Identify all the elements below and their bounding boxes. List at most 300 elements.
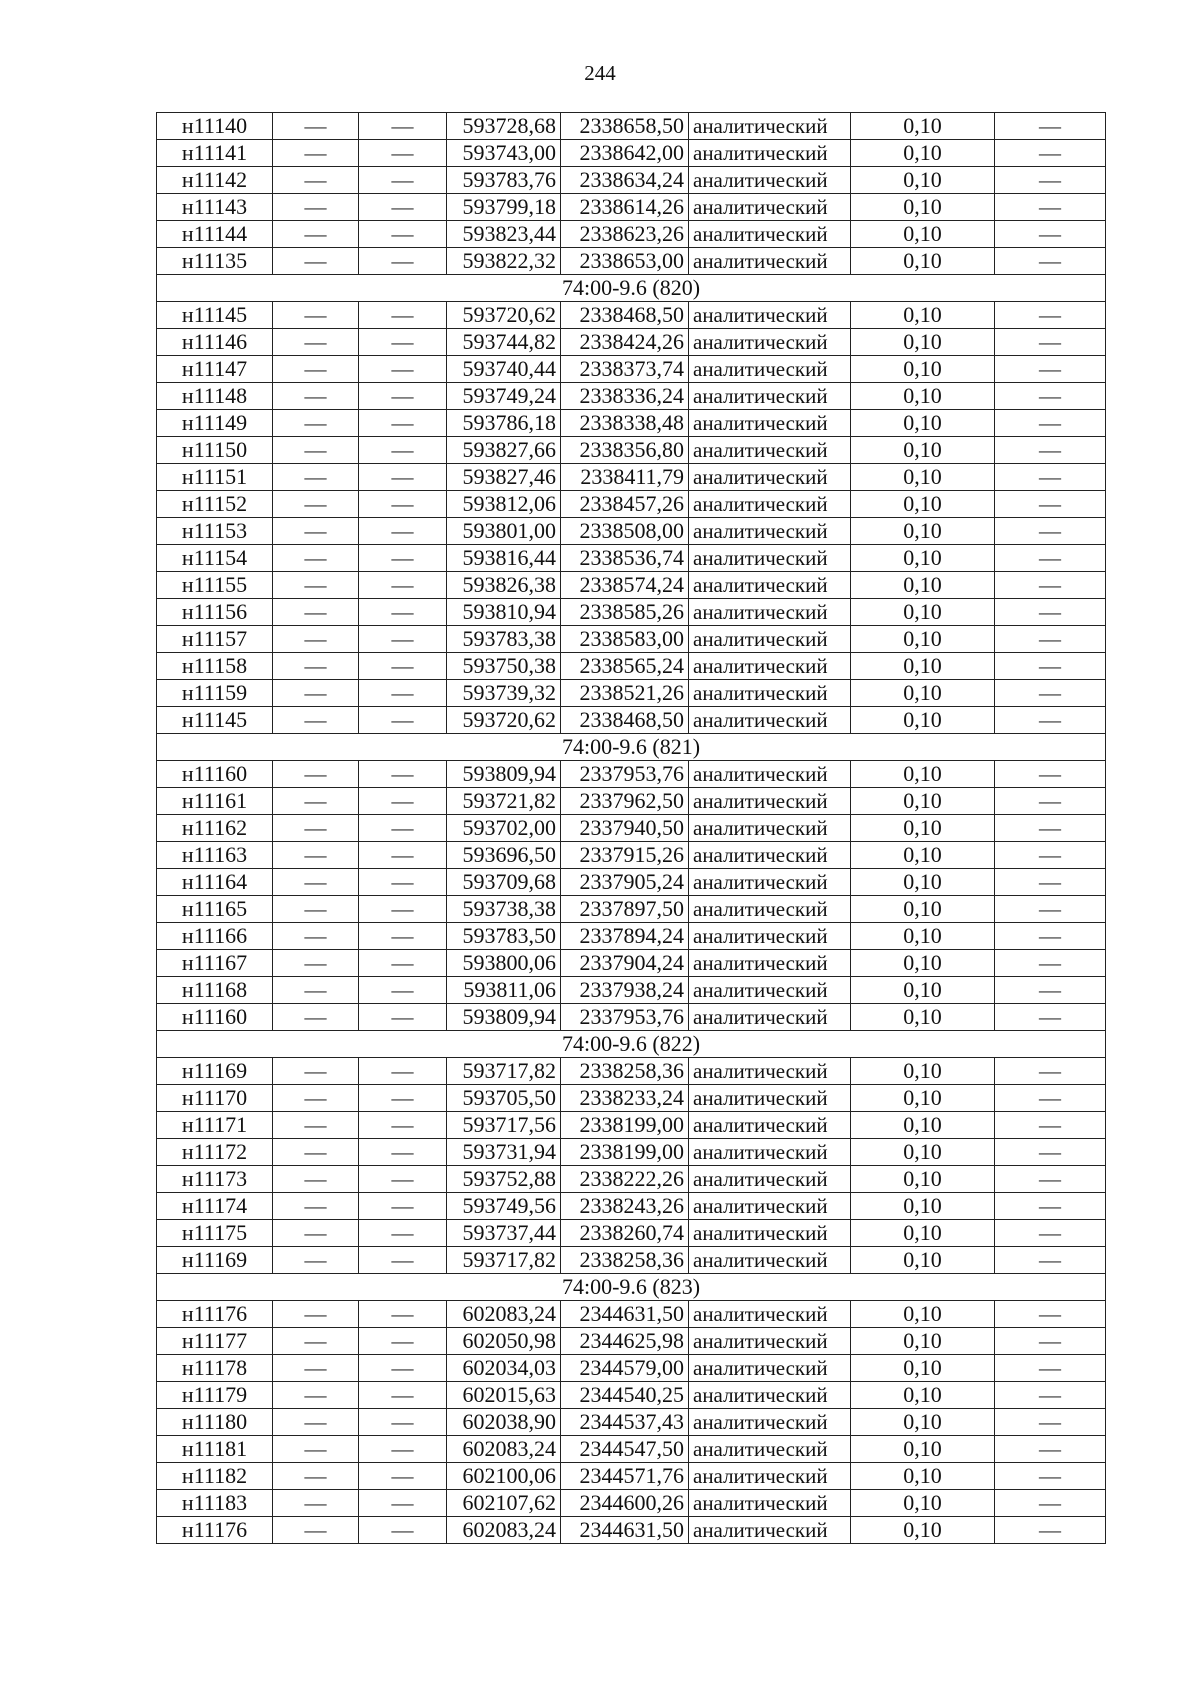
method-cell: аналитический (689, 626, 851, 653)
accuracy-cell: 0,10 (851, 518, 995, 545)
table-row (157, 518, 1106, 545)
method-cell: аналитический (689, 1085, 851, 1112)
old-y-cell: — (359, 1355, 447, 1382)
old-x-cell: — (273, 1517, 359, 1544)
method-cell: аналитический (689, 1490, 851, 1517)
point-cell: н11170 (157, 1085, 273, 1112)
section-label: 74:00-9.6 (820) (157, 275, 1106, 302)
method-cell: аналитический (689, 410, 851, 437)
accuracy-cell: 0,10 (851, 302, 995, 329)
section-label: 74:00-9.6 (823) (157, 1274, 1106, 1301)
method-cell: аналитический (689, 923, 851, 950)
old-x-cell: — (273, 140, 359, 167)
table-row (157, 113, 1106, 140)
method-cell: аналитический (689, 1004, 851, 1031)
point-cell: н11148 (157, 383, 273, 410)
table-row (157, 248, 1106, 275)
method-cell: аналитический (689, 464, 851, 491)
method-cell: аналитический (689, 680, 851, 707)
point-cell: н11163 (157, 842, 273, 869)
y-coordinate-cell: 2344540,25 (561, 1382, 689, 1409)
accuracy-cell: 0,10 (851, 1112, 995, 1139)
old-x-cell: — (273, 815, 359, 842)
y-coordinate-cell: 2338585,26 (561, 599, 689, 626)
x-coordinate-cell: 593696,50 (447, 842, 561, 869)
method-cell: аналитический (689, 329, 851, 356)
old-y-cell: — (359, 464, 447, 491)
x-coordinate-cell: 593728,68 (447, 113, 561, 140)
old-y-cell: — (359, 410, 447, 437)
note-cell: — (995, 680, 1106, 707)
point-cell: н11140 (157, 113, 273, 140)
y-coordinate-cell: 2338653,00 (561, 248, 689, 275)
note-cell: — (995, 599, 1106, 626)
method-cell: аналитический (689, 302, 851, 329)
x-coordinate-cell: 593731,94 (447, 1139, 561, 1166)
table-row (157, 1301, 1106, 1328)
accuracy-cell: 0,10 (851, 1166, 995, 1193)
note-cell: — (995, 815, 1106, 842)
note-cell: — (995, 464, 1106, 491)
x-coordinate-cell: 593750,38 (447, 653, 561, 680)
y-coordinate-cell: 2338468,50 (561, 707, 689, 734)
old-x-cell: — (273, 1328, 359, 1355)
old-x-cell: — (273, 950, 359, 977)
table-row (157, 572, 1106, 599)
method-cell: аналитический (689, 1301, 851, 1328)
old-y-cell: — (359, 356, 447, 383)
accuracy-cell: 0,10 (851, 140, 995, 167)
x-coordinate-cell: 602083,24 (447, 1301, 561, 1328)
old-x-cell: — (273, 869, 359, 896)
x-coordinate-cell: 593786,18 (447, 410, 561, 437)
point-cell: н11160 (157, 761, 273, 788)
y-coordinate-cell: 2344579,00 (561, 1355, 689, 1382)
method-cell: аналитический (689, 1193, 851, 1220)
point-cell: н11158 (157, 653, 273, 680)
accuracy-cell: 0,10 (851, 329, 995, 356)
x-coordinate-cell: 593810,94 (447, 599, 561, 626)
point-cell: н11168 (157, 977, 273, 1004)
table-row (157, 788, 1106, 815)
x-coordinate-cell: 593705,50 (447, 1085, 561, 1112)
old-x-cell: — (273, 302, 359, 329)
y-coordinate-cell: 2338642,00 (561, 140, 689, 167)
method-cell: аналитический (689, 1166, 851, 1193)
old-y-cell: — (359, 1004, 447, 1031)
y-coordinate-cell: 2338574,24 (561, 572, 689, 599)
old-y-cell: — (359, 1247, 447, 1274)
old-y-cell: — (359, 1301, 447, 1328)
old-x-cell: — (273, 923, 359, 950)
accuracy-cell: 0,10 (851, 599, 995, 626)
note-cell: — (995, 329, 1106, 356)
old-x-cell: — (273, 410, 359, 437)
old-x-cell: — (273, 1058, 359, 1085)
accuracy-cell: 0,10 (851, 491, 995, 518)
old-y-cell: — (359, 1112, 447, 1139)
old-x-cell: — (273, 977, 359, 1004)
method-cell: аналитический (689, 113, 851, 140)
accuracy-cell: 0,10 (851, 1139, 995, 1166)
x-coordinate-cell: 593720,62 (447, 302, 561, 329)
old-y-cell: — (359, 950, 447, 977)
old-x-cell: — (273, 1247, 359, 1274)
y-coordinate-cell: 2344631,50 (561, 1301, 689, 1328)
y-coordinate-cell: 2338583,00 (561, 626, 689, 653)
x-coordinate-cell: 593801,00 (447, 518, 561, 545)
y-coordinate-cell: 2338457,26 (561, 491, 689, 518)
y-coordinate-cell: 2338623,26 (561, 221, 689, 248)
point-cell: н11165 (157, 896, 273, 923)
x-coordinate-cell: 593809,94 (447, 1004, 561, 1031)
old-y-cell: — (359, 221, 447, 248)
accuracy-cell: 0,10 (851, 950, 995, 977)
y-coordinate-cell: 2338411,79 (561, 464, 689, 491)
section-label: 74:00-9.6 (822) (157, 1031, 1106, 1058)
table-row (157, 1382, 1106, 1409)
accuracy-cell: 0,10 (851, 356, 995, 383)
note-cell: — (995, 1490, 1106, 1517)
old-y-cell: — (359, 1139, 447, 1166)
old-y-cell: — (359, 815, 447, 842)
x-coordinate-cell: 593827,66 (447, 437, 561, 464)
y-coordinate-cell: 2338565,24 (561, 653, 689, 680)
old-y-cell: — (359, 626, 447, 653)
table-row (157, 1220, 1106, 1247)
table-row (157, 491, 1106, 518)
y-coordinate-cell: 2338658,50 (561, 113, 689, 140)
note-cell: — (995, 1058, 1106, 1085)
table-row (157, 1166, 1106, 1193)
table-row (157, 464, 1106, 491)
old-y-cell: — (359, 167, 447, 194)
method-cell: аналитический (689, 842, 851, 869)
old-x-cell: — (273, 707, 359, 734)
point-cell: н11166 (157, 923, 273, 950)
method-cell: аналитический (689, 248, 851, 275)
method-cell: аналитический (689, 491, 851, 518)
old-y-cell: — (359, 1409, 447, 1436)
point-cell: н11174 (157, 1193, 273, 1220)
method-cell: аналитический (689, 383, 851, 410)
y-coordinate-cell: 2338508,00 (561, 518, 689, 545)
table-row (157, 383, 1106, 410)
note-cell: — (995, 194, 1106, 221)
accuracy-cell: 0,10 (851, 1517, 995, 1544)
point-cell: н11181 (157, 1436, 273, 1463)
method-cell: аналитический (689, 356, 851, 383)
x-coordinate-cell: 593717,56 (447, 1112, 561, 1139)
x-coordinate-cell: 593737,44 (447, 1220, 561, 1247)
accuracy-cell: 0,10 (851, 1301, 995, 1328)
old-x-cell: — (273, 896, 359, 923)
accuracy-cell: 0,10 (851, 464, 995, 491)
method-cell: аналитический (689, 221, 851, 248)
note-cell: — (995, 896, 1106, 923)
note-cell: — (995, 1301, 1106, 1328)
point-cell: н11143 (157, 194, 273, 221)
y-coordinate-cell: 2338222,26 (561, 1166, 689, 1193)
coordinates-table (156, 112, 1106, 1544)
accuracy-cell: 0,10 (851, 1193, 995, 1220)
y-coordinate-cell: 2338258,36 (561, 1058, 689, 1085)
x-coordinate-cell: 602034,03 (447, 1355, 561, 1382)
old-x-cell: — (273, 1301, 359, 1328)
note-cell: — (995, 1436, 1106, 1463)
x-coordinate-cell: 593749,24 (447, 383, 561, 410)
method-cell: аналитический (689, 194, 851, 221)
x-coordinate-cell: 593816,44 (447, 545, 561, 572)
accuracy-cell: 0,10 (851, 221, 995, 248)
note-cell: — (995, 113, 1106, 140)
old-x-cell: — (273, 1490, 359, 1517)
table-row (157, 1517, 1106, 1544)
accuracy-cell: 0,10 (851, 680, 995, 707)
accuracy-cell: 0,10 (851, 1247, 995, 1274)
old-y-cell: — (359, 869, 447, 896)
method-cell: аналитический (689, 1436, 851, 1463)
method-cell: аналитический (689, 1355, 851, 1382)
point-cell: н11176 (157, 1517, 273, 1544)
point-cell: н11145 (157, 302, 273, 329)
table-row (157, 977, 1106, 1004)
y-coordinate-cell: 2344625,98 (561, 1328, 689, 1355)
y-coordinate-cell: 2344571,76 (561, 1463, 689, 1490)
accuracy-cell: 0,10 (851, 896, 995, 923)
old-x-cell: — (273, 680, 359, 707)
accuracy-cell: 0,10 (851, 248, 995, 275)
method-cell: аналитический (689, 1139, 851, 1166)
x-coordinate-cell: 593717,82 (447, 1247, 561, 1274)
old-y-cell: — (359, 761, 447, 788)
method-cell: аналитический (689, 1112, 851, 1139)
old-y-cell: — (359, 599, 447, 626)
table-row (157, 707, 1106, 734)
x-coordinate-cell: 602038,90 (447, 1409, 561, 1436)
point-cell: н11159 (157, 680, 273, 707)
note-cell: — (995, 167, 1106, 194)
old-y-cell: — (359, 1166, 447, 1193)
point-cell: н11169 (157, 1058, 273, 1085)
note-cell: — (995, 1193, 1106, 1220)
x-coordinate-cell: 593823,44 (447, 221, 561, 248)
old-y-cell: — (359, 140, 447, 167)
point-cell: н11152 (157, 491, 273, 518)
table-row (157, 356, 1106, 383)
y-coordinate-cell: 2338199,00 (561, 1112, 689, 1139)
x-coordinate-cell: 593783,50 (447, 923, 561, 950)
table-row (157, 1058, 1106, 1085)
old-y-cell: — (359, 842, 447, 869)
old-y-cell: — (359, 437, 447, 464)
x-coordinate-cell: 593783,76 (447, 167, 561, 194)
x-coordinate-cell: 593800,06 (447, 950, 561, 977)
method-cell: аналитический (689, 599, 851, 626)
old-x-cell: — (273, 1085, 359, 1112)
old-y-cell: — (359, 1382, 447, 1409)
old-x-cell: — (273, 437, 359, 464)
table-row (157, 1409, 1106, 1436)
note-cell: — (995, 383, 1106, 410)
old-y-cell: — (359, 680, 447, 707)
table-row (157, 653, 1106, 680)
note-cell: — (995, 491, 1106, 518)
x-coordinate-cell: 593702,00 (447, 815, 561, 842)
method-cell: аналитический (689, 140, 851, 167)
method-cell: аналитический (689, 1247, 851, 1274)
table-row (157, 194, 1106, 221)
note-cell: — (995, 653, 1106, 680)
old-x-cell: — (273, 599, 359, 626)
point-cell: н11162 (157, 815, 273, 842)
x-coordinate-cell: 602100,06 (447, 1463, 561, 1490)
point-cell: н11141 (157, 140, 273, 167)
table-row (157, 1463, 1106, 1490)
x-coordinate-cell: 593811,06 (447, 977, 561, 1004)
y-coordinate-cell: 2338373,74 (561, 356, 689, 383)
table-row (157, 599, 1106, 626)
x-coordinate-cell: 593826,38 (447, 572, 561, 599)
old-y-cell: — (359, 1058, 447, 1085)
old-y-cell: — (359, 572, 447, 599)
old-y-cell: — (359, 707, 447, 734)
old-x-cell: — (273, 1220, 359, 1247)
old-y-cell: — (359, 896, 447, 923)
old-x-cell: — (273, 653, 359, 680)
method-cell: аналитический (689, 1220, 851, 1247)
old-x-cell: — (273, 113, 359, 140)
old-x-cell: — (273, 221, 359, 248)
old-x-cell: — (273, 626, 359, 653)
table-row (157, 1139, 1106, 1166)
table-row (157, 761, 1106, 788)
coordinates-table-body (157, 113, 1106, 1544)
note-cell: — (995, 1085, 1106, 1112)
point-cell: н11173 (157, 1166, 273, 1193)
x-coordinate-cell: 593721,82 (447, 788, 561, 815)
table-row (157, 329, 1106, 356)
old-y-cell: — (359, 1490, 447, 1517)
section-header-row (157, 1274, 1106, 1301)
method-cell: аналитический (689, 653, 851, 680)
old-y-cell: — (359, 1463, 447, 1490)
x-coordinate-cell: 593720,62 (447, 707, 561, 734)
table-row (157, 1004, 1106, 1031)
point-cell: н11179 (157, 1382, 273, 1409)
note-cell: — (995, 1247, 1106, 1274)
method-cell: аналитический (689, 896, 851, 923)
x-coordinate-cell: 593743,00 (447, 140, 561, 167)
note-cell: — (995, 1166, 1106, 1193)
x-coordinate-cell: 602083,24 (447, 1436, 561, 1463)
note-cell: — (995, 1517, 1106, 1544)
old-y-cell: — (359, 113, 447, 140)
y-coordinate-cell: 2338233,24 (561, 1085, 689, 1112)
accuracy-cell: 0,10 (851, 923, 995, 950)
table-row (157, 410, 1106, 437)
note-cell: — (995, 545, 1106, 572)
old-x-cell: — (273, 464, 359, 491)
old-x-cell: — (273, 1004, 359, 1031)
old-y-cell: — (359, 491, 447, 518)
y-coordinate-cell: 2338243,26 (561, 1193, 689, 1220)
y-coordinate-cell: 2337940,50 (561, 815, 689, 842)
note-cell: — (995, 437, 1106, 464)
table-row (157, 842, 1106, 869)
old-y-cell: — (359, 788, 447, 815)
y-coordinate-cell: 2337953,76 (561, 1004, 689, 1031)
old-y-cell: — (359, 545, 447, 572)
point-cell: н11142 (157, 167, 273, 194)
point-cell: н11157 (157, 626, 273, 653)
x-coordinate-cell: 593752,88 (447, 1166, 561, 1193)
y-coordinate-cell: 2338260,74 (561, 1220, 689, 1247)
accuracy-cell: 0,10 (851, 869, 995, 896)
old-x-cell: — (273, 1139, 359, 1166)
section-label: 74:00-9.6 (821) (157, 734, 1106, 761)
old-x-cell: — (273, 1436, 359, 1463)
table-row (157, 1490, 1106, 1517)
old-x-cell: — (273, 1409, 359, 1436)
method-cell: аналитический (689, 1328, 851, 1355)
old-x-cell: — (273, 248, 359, 275)
y-coordinate-cell: 2338521,26 (561, 680, 689, 707)
accuracy-cell: 0,10 (851, 761, 995, 788)
table-row (157, 545, 1106, 572)
accuracy-cell: 0,10 (851, 410, 995, 437)
point-cell: н11175 (157, 1220, 273, 1247)
method-cell: аналитический (689, 167, 851, 194)
note-cell: — (995, 1382, 1106, 1409)
point-cell: н11145 (157, 707, 273, 734)
note-cell: — (995, 707, 1106, 734)
note-cell: — (995, 761, 1106, 788)
x-coordinate-cell: 602083,24 (447, 1517, 561, 1544)
y-coordinate-cell: 2338356,80 (561, 437, 689, 464)
y-coordinate-cell: 2337904,24 (561, 950, 689, 977)
point-cell: н11182 (157, 1463, 273, 1490)
old-x-cell: — (273, 491, 359, 518)
method-cell: аналитический (689, 545, 851, 572)
note-cell: — (995, 842, 1106, 869)
old-y-cell: — (359, 1436, 447, 1463)
old-y-cell: — (359, 302, 447, 329)
y-coordinate-cell: 2338536,74 (561, 545, 689, 572)
accuracy-cell: 0,10 (851, 1328, 995, 1355)
y-coordinate-cell: 2338199,00 (561, 1139, 689, 1166)
method-cell: аналитический (689, 437, 851, 464)
point-cell: н11149 (157, 410, 273, 437)
table-row (157, 167, 1106, 194)
accuracy-cell: 0,10 (851, 977, 995, 1004)
y-coordinate-cell: 2344537,43 (561, 1409, 689, 1436)
note-cell: — (995, 1139, 1106, 1166)
note-cell: — (995, 302, 1106, 329)
table-row (157, 815, 1106, 842)
accuracy-cell: 0,10 (851, 626, 995, 653)
y-coordinate-cell: 2338614,26 (561, 194, 689, 221)
note-cell: — (995, 626, 1106, 653)
old-x-cell: — (273, 842, 359, 869)
old-x-cell: — (273, 1112, 359, 1139)
point-cell: н11144 (157, 221, 273, 248)
point-cell: н11135 (157, 248, 273, 275)
x-coordinate-cell: 593740,44 (447, 356, 561, 383)
accuracy-cell: 0,10 (851, 1220, 995, 1247)
old-y-cell: — (359, 977, 447, 1004)
old-x-cell: — (273, 167, 359, 194)
